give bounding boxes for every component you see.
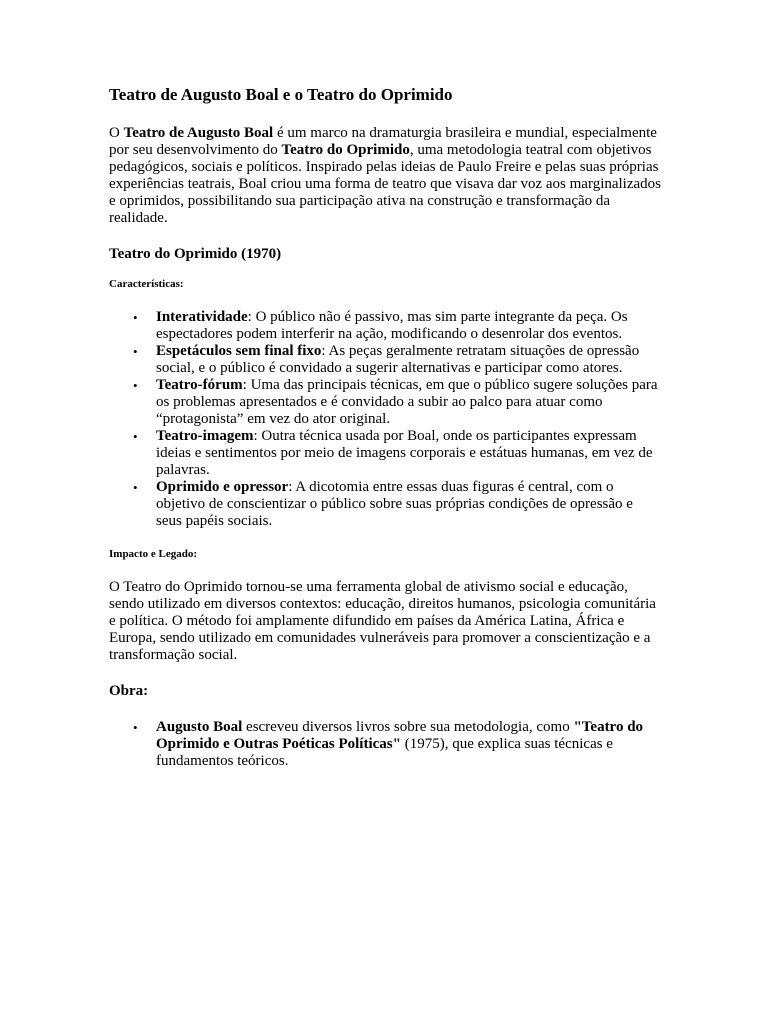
intro-text-1: O: [109, 125, 124, 141]
list-item-text: : Uma das principais técnicas, em que o público sugere soluções para os problemas apresentados e é convidado a subir ao palco para atuar como “protagonista” em vez do ator original.: [156, 377, 658, 427]
list-item-term: Teatro-imagem: [156, 428, 254, 444]
list-item: [133, 719, 661, 770]
list-item-term: Oprimido e opressor: [156, 479, 289, 495]
list-item-text: : Outra técnica usada por Boal, onde os participantes expressam ideias e sentimentos por meio de imagens corporais e estátuas humanas, em vez de palavras.: [156, 428, 653, 478]
obra-list: [109, 719, 661, 770]
obra-bold-title: "Teatro do Oprimido e Outras Poéticas Políticas": [156, 719, 644, 752]
document-content: [109, 84, 661, 787]
list-item-text: : As peças geralmente retratam situações de opressão social, e o público é convidado a sugerir alternativas e participar como atores.: [156, 343, 640, 376]
list-item-term: Interatividade: [156, 309, 248, 325]
list-item-term: Teatro-fórum: [156, 377, 243, 393]
intro-text-2: é um marco na dramaturgia brasileira e mundial, especialmente por seu desenvolvimento do: [109, 125, 657, 158]
intro-bold-1: Teatro de Augusto Boal: [123, 125, 274, 141]
intro-bold-2: Teatro do Oprimido: [281, 142, 410, 158]
bullet-icon: •: [133, 720, 138, 735]
impact-paragraph: O Teatro do Oprimido tornou-se uma ferramenta global de ativismo social e educação, sendo utilizado em diversos contextos: educação, direitos humanos, psicologia comunitária e política. O método foi amplamente difundido em países da América Latina, África e Europa, sendo utilizado em comunidades vulneráveis para promover a conscientização e a transformação social.: [109, 579, 656, 663]
intro-paragraph: [109, 125, 661, 227]
obra-text-1: escreveu diversos livros sobre sua metodologia, como: [242, 719, 574, 735]
document-title: Teatro de Augusto Boal e o Teatro do Oprimido: [109, 85, 453, 104]
characteristics-heading: Características:: [109, 278, 184, 290]
impact-heading: Impacto e Legado:: [109, 548, 197, 560]
list-item: [133, 343, 661, 377]
bullet-icon: •: [133, 310, 138, 325]
list-item-text: : O público não é passivo, mas sim parte integrante da peça. Os espectadores podem interferir na ação, modificando o desenrolar dos eventos.: [156, 309, 628, 342]
bullet-icon: •: [133, 378, 138, 393]
list-item: [133, 428, 661, 479]
bullet-icon: •: [133, 344, 138, 359]
obra-text-2: (1975), que explica suas técnicas e fundamentos teóricos.: [156, 736, 613, 769]
list-item: [133, 479, 661, 530]
bullet-icon: •: [133, 429, 138, 444]
intro-text-3: , uma metodologia teatral com objetivos pedagógicos, sociais e políticos. Inspirado pelas ideias de Paulo Freire e pelas suas próprias experiências teatrais, Boal criou uma forma de teatro que visava dar voz aos marginalizados e oprimidos, possibilitando sua participação ativa na construção e transformação da realidade.: [109, 142, 662, 226]
section-heading: Teatro do Oprimido (1970): [109, 246, 282, 262]
list-item-text: : A dicotomia entre essas duas figuras é central, com o objetivo de conscientizar o público sobre suas próprias condições de opressão e seus papéis sociais.: [156, 479, 633, 529]
list-item-term: Espetáculos sem final fixo: [156, 343, 322, 359]
bullet-icon: •: [133, 480, 138, 495]
list-item: [133, 377, 661, 428]
obra-heading: Obra:: [109, 683, 149, 699]
characteristics-list: [109, 309, 661, 530]
obra-bold-author: Augusto Boal: [156, 719, 243, 735]
list-item: [133, 309, 661, 343]
